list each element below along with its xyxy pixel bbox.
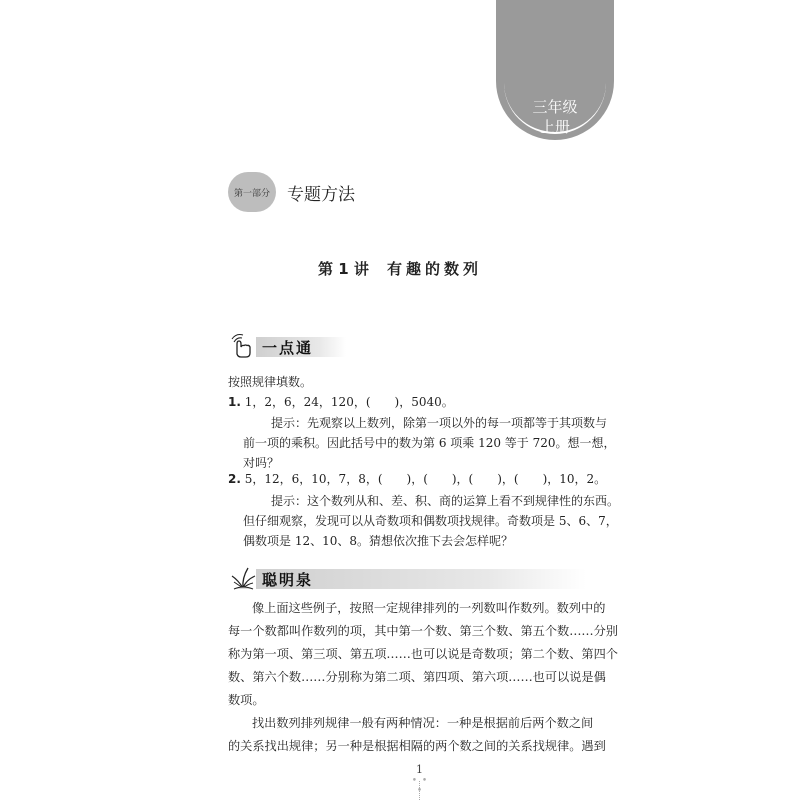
volume-label: 上册 [539,118,570,136]
explanation-paragraph-1: 像上面这些例子，按照一定规律排列的一列数叫作数列。数列中的 每一个数都叫作数列的项，其中第一个数、第三个数、第五个数……分别 称为第一项、第三项、第五项……也可以说是奇数项；第二个数、第四个 数、第六个数……分别称为第二项、第四项、第六项……也可以说是偶 数项。 [228,601,618,707]
section-title-yidiantong: 一点通 [262,339,314,357]
page-number: 1 [416,763,423,776]
pointing-hand-icon [228,330,258,360]
question-1 [228,392,610,412]
section-title-congmingquan: 聪明泉 [262,571,314,589]
fountain-icon [228,562,258,592]
question-2 [228,469,610,489]
question-2-hint: 提示：这个数列从和、差、积、商的运算上看不到规律性的东西。 但仔细观察，发现可以从奇数项和偶数项找规律。奇数项是 5、6、7， 偶数项是 12、10、8。猜想依次推下去会怎样呢？ [243,494,620,548]
question-2-number: 2. [228,472,241,486]
lesson-title [0,258,800,279]
question-1-text: 1，2，6，24，120，( )，5040。 [244,395,454,409]
section-header-congmingquan [228,562,586,592]
page-divider [419,781,420,800]
lesson-number: 第 1 讲 [318,260,369,278]
section-header-yidiantong [228,330,586,360]
grade-tab [496,0,614,140]
part-title: 专题方法 [287,185,355,205]
part-badge: 第一部分 [228,172,276,212]
instruction: 按照规律填数。 [228,375,313,389]
question-2-text: 5，12，6，10，7，8，( )，( )，( )，( )，10，2。 [244,472,607,486]
question-1-hint: 提示：先观察以上数列，除第一项以外的每一项都等于其项数与 前一项的乘积。因此括号中的数为第 6 项乘 120 等于 720。想一想， 对吗？ [243,416,616,470]
lesson-name: 有趣的数列 [386,260,482,278]
grade-label: 三年级 [532,98,578,116]
page-ornament: • • • [411,776,429,796]
question-1-number: 1. [228,395,241,409]
explanation-paragraph-2: 找出数列排列规律一般有两种情况：一种是根据前后两个数之间 的关系找出规律；另一种是根据相隔的两个数之间的关系找规律。遇到 [228,716,606,753]
